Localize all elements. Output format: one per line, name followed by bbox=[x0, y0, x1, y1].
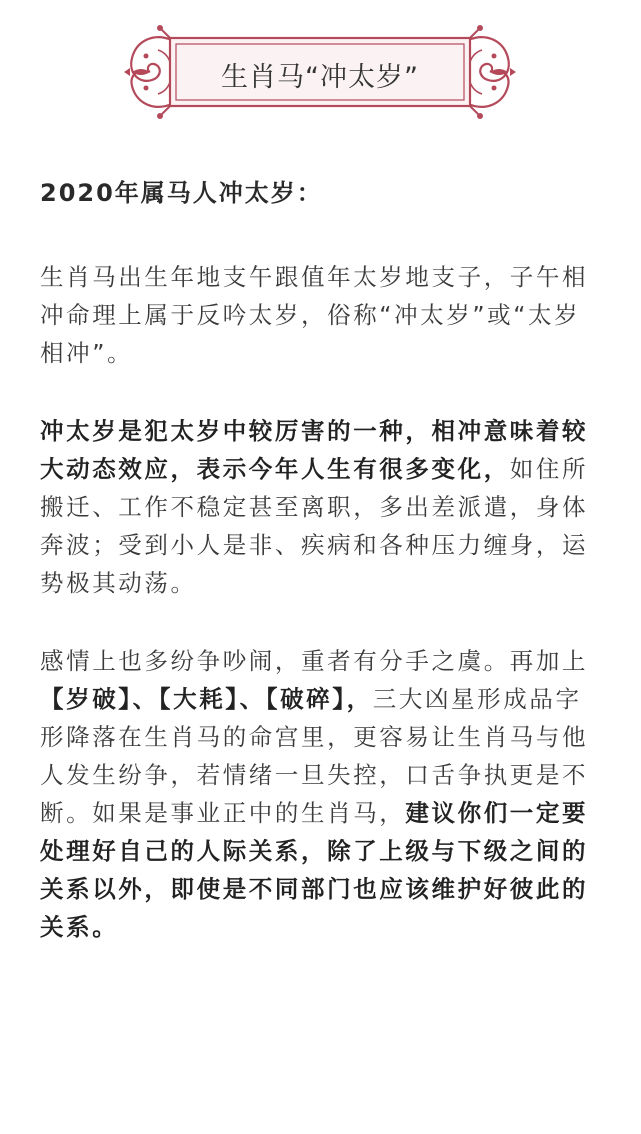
paragraph-bold-text: 建议你们一定要处理好自己的人际关系，除了上级与下级之间的关系以外，即使是不同部门也应该维护好彼此的关系。 bbox=[40, 799, 589, 941]
paragraph-1 bbox=[40, 258, 605, 372]
article-body bbox=[40, 174, 605, 986]
paragraph-text: 如住所搬迁、工作不稳定甚至离职，多出差派遣，身体奔波；受到小人是非、疾病和各种压力缠身，运势极其动荡。 bbox=[40, 455, 589, 597]
paragraph-bold-text: 【岁破】、【大耗】、【破碎】， bbox=[40, 685, 373, 713]
paragraph-2 bbox=[40, 412, 605, 602]
paragraph-text: 感情上也多纷争吵闹，重者有分手之虞。再加上 bbox=[40, 647, 589, 675]
title-banner bbox=[122, 22, 518, 122]
banner-title: 生肖马“冲太岁” bbox=[221, 62, 419, 93]
paragraph-text: 生肖马出生年地支午跟值年太岁地支子，子午相冲命理上属于反吟太岁，俗称“冲太岁”或“太岁相冲”。 bbox=[40, 263, 589, 367]
section-heading: 2020年属马人冲太岁： bbox=[40, 179, 323, 207]
paragraph-text: 三大凶星形成品字形降落在生肖马的命宫里，更容易让生肖马与他人发生纷争，若情绪一旦失控，口舌争执更是不断。如果是事业正中的生肖马， bbox=[40, 685, 589, 827]
paragraph-bold-text: 冲太岁是犯太岁中较厉害的一种，相冲意味着较大动态效应，表示今年人生有很多变化， bbox=[40, 417, 589, 483]
paragraph-3 bbox=[40, 642, 605, 946]
